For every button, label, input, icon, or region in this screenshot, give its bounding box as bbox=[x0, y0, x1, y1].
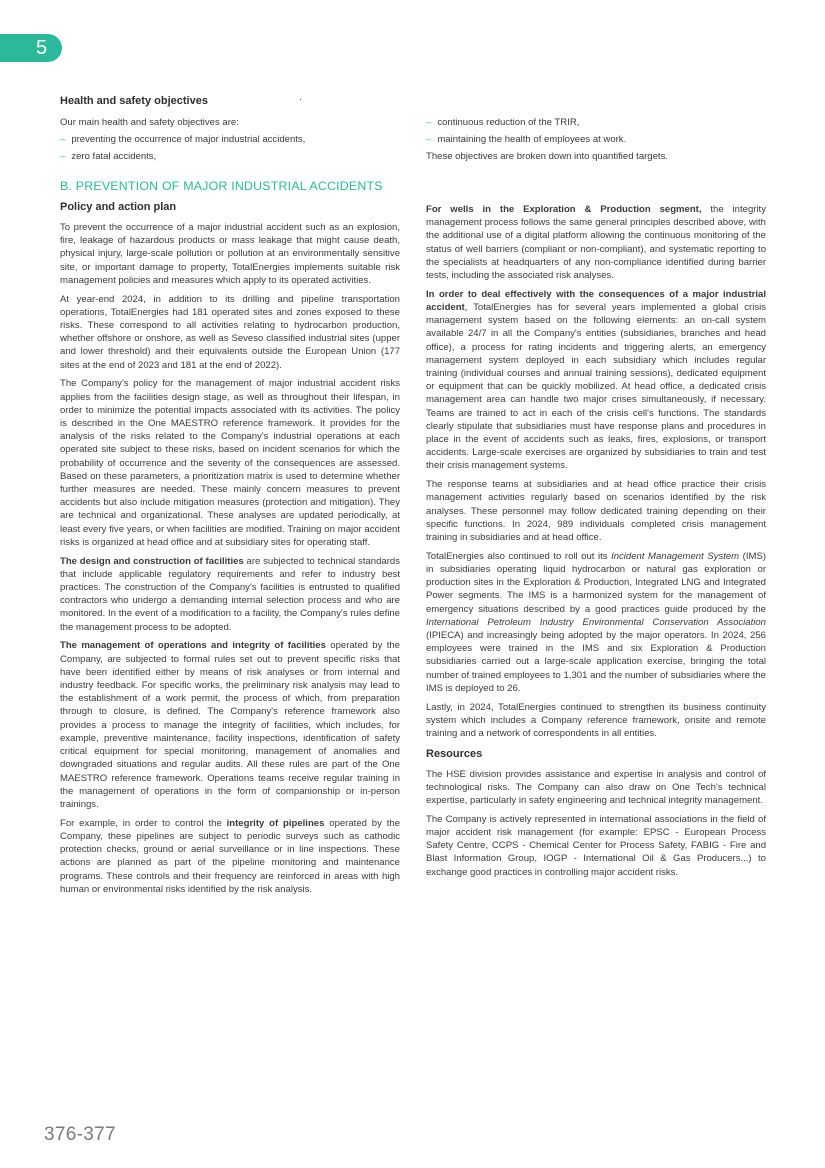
right-column bbox=[426, 203, 766, 884]
health-safety-heading: Health and safety objectives bbox=[60, 95, 208, 107]
dash-bullet: – bbox=[426, 117, 432, 128]
section-title: B. PREVENTION OF MAJOR INDUSTRIAL ACCIDENTS bbox=[60, 179, 383, 193]
chapter-tab[interactable] bbox=[0, 34, 62, 62]
paragraph: TotalEnergies also continued to roll out its Incident Management System (IMS) in subsidiaries operating liquid hydrocarbon or natural gas exploration or production sites in the Exploration & Production, Integrated LNG and Integrated Power segments. The IMS is a harmonized system for the management of emergency situations described by a good practices guide produced by the International Petroleum Industry Environmental Conservation Association (IPIECA) and increasingly being adopted by the major operators. In 2024, 256 employees were trained in the IMS and six Exploration & Production subsidiaries carried out a large-scale application exercise, bringing the total number of trained employees to 1,301 and the number of subsidiaries where the IMS is deployed to 26. bbox=[426, 550, 767, 694]
paragraph: The response teams at subsidiaries and at head office practice their crisis management activities regularly based on scenarios identified by the risk analyses. These personnel may follow dedicated training depending on their specific functions. In 2024, 989 individuals completed crisis management training in subsidiaries and at head office. bbox=[426, 479, 766, 544]
paragraph: The Company's policy for the management of major industrial accident risks applies from the facilities design stage, as well as throughout their lifespan, in order to minimize the potential impacts associated with its activities. The policy is described in the One MAESTRO reference framework. It provides for the analysis of the risks related to the Company's industrial operations at each operated site subject to these risks, based on incident scenarios for which the probability of occurrence and the severity of the consequences are assessed. Based on these parameters, a prioritization matrix is used to determine whether further measures are needed. These mainly concern measures to prevent accidents but also include mitigation measures (protection and mitigation). They are technical and organizational. These analyses are updated periodically, at least every five years, or when facilities are modified. Training on major accident risks is organized at head office and at subsidiary sites for operating staff. bbox=[60, 378, 400, 548]
stray-dot bbox=[300, 99, 301, 100]
paragraph: The Company is actively represented in international associations in the field of major accident risk management (for example: EPSC - European Process Safety Centre, CCPS - Chemical Center for Process Safety, FABIG - Fire and Blast Information Group, IOGP - International Oil & Gas Producers...) to exchange good practices in controlling major accident risks. bbox=[426, 813, 766, 878]
dash-bullet: – bbox=[60, 151, 66, 162]
paragraph: In order to deal effectively with the consequences of a major industrial accident, TotalEnergies has for several years implemented a global crisis management system based on the following elements: an on-call system available 24/7 in all the Company's entities (subsidiaries, branches and head office), a process for rating incidents and triggering alerts, an emergency management system deployed in each subsidiary which includes regular training (individual courses and annual training sessions), dedicated equipment or equipment that can be quickly mobilized. At head office, a dedicated crisis management area can handle two major crises simultaneously, if necessary. Teams are trained to act in each of the crisis cell's functions. The standards clearly stipulate that subsidiaries must have response plans and procedures in place in the event of accidents such as leaks, fires, explosions, or transport accidents. Large-scale exercises are organized by subsidiaries to train and test their crisis management systems. bbox=[426, 288, 766, 472]
health-objectives-left bbox=[60, 116, 400, 167]
list-item: – zero fatal accidents, bbox=[60, 151, 157, 162]
health-objectives-right bbox=[426, 116, 766, 167]
paragraph: To prevent the occurrence of a major industrial accident such as an explosion, fire, leakage of hazardous products or mass leakage that might cause death, physical injury, large-scale pollution or pollution at an environmentally sensitive site, or important damage to property, TotalEnergies implements suitable risk management policies and measures which apply to its operated activities. bbox=[60, 222, 400, 286]
health-intro: Our main health and safety objectives are: bbox=[60, 117, 239, 128]
resources-heading: Resources bbox=[426, 748, 483, 761]
dash-bullet: – bbox=[426, 134, 432, 145]
paragraph: For wells in the Exploration & Production segment, the integrity management process follows the same general principles described above, with the additional use of a digital platform allowing the continuous monitoring of the status of well barriers (compliant or non-compliant), and systematic reporting to the specialists at headquarters of any non-compliance identified during barrier tests, including the associated risk analyses. bbox=[426, 204, 766, 282]
paragraph: At year-end 2024, in addition to its drilling and pipeline transportation operations, TotalEnergies had 181 operated sites and zones exposed to these risks. These correspond to all activities relating to hydrocarbon production, whether offshore or onshore, as well as Seveso classified industrial sites (upper and lower threshold) and their equivalents outside the European Union (177 sites at the end of 2023 and 181 at the end of 2022). bbox=[60, 293, 400, 371]
paragraph: The HSE division provides assistance and expertise in analysis and control of technological risks. The Company can also draw on One Tech's technical expertise, particularly in safety engineering and technical integrity management. bbox=[426, 768, 766, 806]
paragraph: The management of operations and integrity of facilities operated by the Company, are subjected to formal rules set out to prevent specific risks that have been identified either by means of risk analyses or from internal and industry feedback. For specific works, the preliminary risk analysis may lead to the establishment of a work permit, the process of which, from preparation through to closure, is defined. The Company's reference framework also provides a process to manage the integrity of facilities, which includes, for example, preventive maintenance, facility inspections, identification of safety critical equipment for special monitoring, management of anomalies and downgraded situations and regular audits. All these rules are part of the One MAESTRO reference framework. Operations teams receive regular training in the management of operations in the form of companionship or in-person trainings. bbox=[60, 640, 400, 810]
policy-heading: Policy and action plan bbox=[60, 201, 177, 213]
paragraph: For example, in order to control the integrity of pipelines operated by the Company, these pipelines are subject to periodic surveys such as cathodic protection checks, ground or aerial surveillance or in line inspections. These actions are planned as part of the pipeline monitoring and maintenance programs. These controls and their frequency are reinforced in areas with high human or environmental risks identified by the risk analysis. bbox=[60, 817, 401, 895]
page-number: 376-377 bbox=[44, 1124, 116, 1145]
left-column bbox=[60, 221, 400, 902]
list-item: – maintaining the health of employees at work. bbox=[426, 134, 627, 145]
list-item: – continuous reduction of the TRIR, bbox=[426, 117, 580, 128]
paragraph: Lastly, in 2024, TotalEnergies continued to strengthen its business continuity system which includes a Company reference framework, onsite and remote training and a network of correspondents in all entities. bbox=[426, 701, 766, 740]
list-item: – preventing the occurrence of major industrial accidents, bbox=[60, 134, 306, 145]
paragraph: The design and construction of facilities are subjected to technical standards that include applicable regulatory requirements and refer to industry best practices. The construction of the Company's facilities is entrusted to qualified contractors who undergo a demanding internal selection process and who are monitored. In the event of a modification to a facility, the Company's rules define the management process to be adopted. bbox=[60, 555, 400, 633]
chapter-number: 5 bbox=[36, 37, 48, 59]
objectives-closing: These objectives are broken down into quantified targets. bbox=[426, 151, 669, 162]
dash-bullet: – bbox=[60, 134, 66, 145]
